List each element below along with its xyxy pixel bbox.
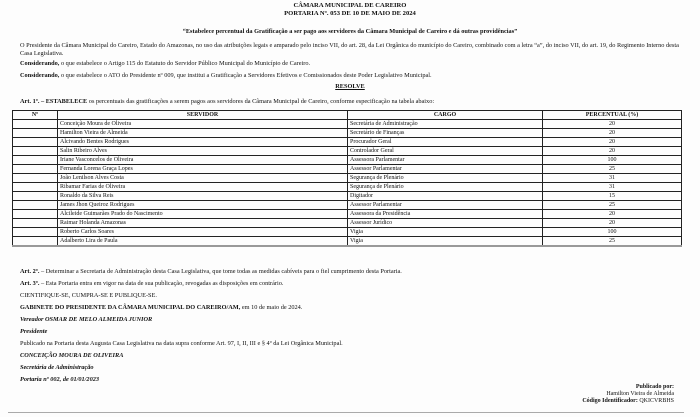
cell-cargo: Assessora da Presidência [348,210,543,219]
cell-servidor: Ribamar Farias de Oliveira [58,183,348,192]
cell-cargo: Controlador Geral [348,147,543,156]
cell-percentual: 31 [543,174,682,183]
considerando-text: o que estabelece o Artigo 115 do Estatuto do Servidor Público Municipal do Município de Careiro. [59,60,311,67]
cell-cargo: Digitador [348,192,543,201]
article-3-lead: Art. 3º. [20,280,40,287]
cell-percentual: 20 [543,210,682,219]
cell-cargo: Secretária de Administração [348,120,543,129]
cell-percentual: 100 [543,156,682,165]
table-row [13,192,682,201]
cell-num [13,138,58,147]
gabinete-bold: GABINETE DO PRESIDENTE DA CÂMARA MUNICIPAL DO CAREIRO/AM, [20,304,241,311]
cell-servidor: Conceição Moura de Oliveira [58,120,348,129]
table-row [13,210,682,219]
header-servidor: SERVIDOR [58,111,348,120]
cell-num [13,237,58,247]
cell-num [13,183,58,192]
cell-num [13,174,58,183]
table-row [13,165,682,174]
cell-cargo: Secretário de Finanças [348,129,543,138]
published-by-label: Publicado por: [635,384,674,390]
cell-num [13,210,58,219]
cell-percentual: 100 [543,228,682,237]
cell-percentual: 20 [543,120,682,129]
cell-servidor: Alcileide Guimarães Prado do Nascimento [58,210,348,219]
cell-percentual: 20 [543,138,682,147]
cell-percentual: 20 [543,219,682,228]
cell-servidor: Alcivando Bentes Rodrigues [58,138,348,147]
gabinete-line [20,304,680,312]
gratification-table [12,110,682,247]
cell-servidor: Iriane Vasconcelos de Oliveira [58,156,348,165]
cell-cargo: Segurança de Plenário [348,183,543,192]
article-1-verb: – ESTABELECE [39,98,88,105]
cell-cargo: Assessor Parlamentar [348,201,543,210]
table-row [13,183,682,192]
cell-cargo: Vigia [348,228,543,237]
table-row [13,174,682,183]
table-row [13,237,682,247]
cell-servidor: Hamilton Vieira de Almeida [58,129,348,138]
cell-cargo: Procurador Geral [348,138,543,147]
cell-num [13,120,58,129]
cell-percentual: 25 [543,165,682,174]
cell-cargo: Vigia [348,237,543,247]
institution-name: CÂMARA MUNICIPAL DE CAREIRO [293,2,407,9]
cell-num [13,201,58,210]
signer-role: Presidente [20,328,48,335]
cell-num [13,129,58,138]
table-row [13,129,682,138]
cell-servidor: Ronaldo da Silva Reis [58,192,348,201]
footer-divider [8,412,684,413]
article-1-text: os percentuais das gratificações a serem pagos aos servidores da Câmara Municipal de Careiro, conforme especificação na tabela abaixo: [87,98,435,105]
publication-note: Publicado na Portaria desta Augusta Casa Legislativa na data supra conforme Art. 97, I, II, III e § 4º da Lei Orgânica Municipal. [20,340,343,347]
cientifique-line: CIENTIFIQUE-SE, CUMPRA-SE E PUBLIQUE-SE. [20,292,157,299]
table-row [13,156,682,165]
cell-servidor: Salin Ribeiro Alves [58,147,348,156]
portaria-subtitle: “Estabelece percentual da Gratificação a ser pago aos servidores da Câmara Municipal de Careiro e dá outras providências” [182,28,518,35]
cell-num [13,156,58,165]
cell-cargo: Assessora Parlamentar [348,156,543,165]
article-3 [20,280,680,288]
table-row [13,201,682,210]
cell-percentual: 25 [543,237,682,247]
resolve-heading: RESOLVE [335,83,365,90]
portaria-title: PORTARIA Nº. 053 DE 10 DE MAIO DE 2024 [284,9,416,17]
article-3-text: – Esta Portaria entra em vigor na data de sua publicação, revogadas as disposições em contrário. [39,280,284,287]
header-num: Nº [13,111,58,120]
cell-percentual: 20 [543,129,682,138]
table-row [13,228,682,237]
gabinete-date: em 10 de maio de 2024. [240,304,303,311]
cell-servidor: James Jhon Queiroz Rodrigues [58,201,348,210]
considerando-text: o que estabelece o ATO do Presidente nº 009, que institui a Gratificação a Servidores Efetivos e Comissionados deste Poder Legislativo Municipal. [59,72,432,79]
cell-percentual: 20 [543,147,682,156]
cell-percentual: 25 [543,201,682,210]
table-header-row [13,111,682,120]
cell-num [13,219,58,228]
considerando-1 [20,60,680,68]
cell-num [13,165,58,174]
table-row [13,147,682,156]
signer-name: Vereador OSMAR DE MELO ALMEIDA JUNIOR [20,316,153,323]
considerando-2 [20,72,680,80]
article-1 [20,98,680,106]
cell-servidor: Raimar Holanda Amazonas [58,219,348,228]
article-2-lead: Art. 2º. [20,268,40,275]
cell-cargo: Assessor Jurídico [348,219,543,228]
cell-num [13,228,58,237]
cell-cargo: Segurança de Plenário [348,174,543,183]
secretary-portaria: Portaria nº 002, de 01/01/2023 [20,376,100,383]
cell-servidor: Fernanda Lorena Graça Lopes [58,165,348,174]
table-row [13,138,682,147]
cell-servidor: Adalberto Lira de Paula [58,237,348,247]
published-by-name: Hamilton Vieira de Almeida [606,391,674,398]
table-row [13,219,682,228]
cell-percentual: 15 [543,192,682,201]
considerando-lead: Considerando, [20,60,60,67]
secretary-role: Secretária de Administração [20,364,94,371]
published-by-block [582,384,674,406]
considerando-lead: Considerando, [20,72,60,79]
cell-servidor: João Lenilson Alves Costa [58,174,348,183]
table-row [13,120,682,129]
cell-percentual: 31 [543,183,682,192]
cell-num [13,192,58,201]
preamble: O Presidente da Câmara Municipal do Careiro, Estado do Amazonas, no uso das atribuições legais e amparado pelo inciso VII, do art. 28, da Lei Orgânica do município do Careiro, combinado com a letra “a”, do inciso VII, do art. 19, do Regimento Interno desta Casa Legislativa. [20,42,679,57]
cell-num [13,147,58,156]
article-1-lead: Art. 1º. [20,98,40,105]
header-cargo: CARGO [348,111,543,120]
article-2-text: – Determinar a Secretaria de Administração desta Casa Legislativa, que tome todas as medidas cabíveis para o fiel cumprimento desta Portaria. [39,268,402,275]
article-2 [20,268,680,276]
document-header [0,2,700,18]
cell-servidor: Roberto Carlos Soares [58,228,348,237]
cell-cargo: Assessor Parlamentar [348,165,543,174]
header-percentual: PERCENTUAL (%) [543,111,682,120]
code-label: Código Identificador: [582,398,638,405]
identifier-code: QKICVRBHS [639,398,674,405]
secretary-name: CONCEIÇÃO MOURA DE OLIVEIRA [20,352,124,359]
